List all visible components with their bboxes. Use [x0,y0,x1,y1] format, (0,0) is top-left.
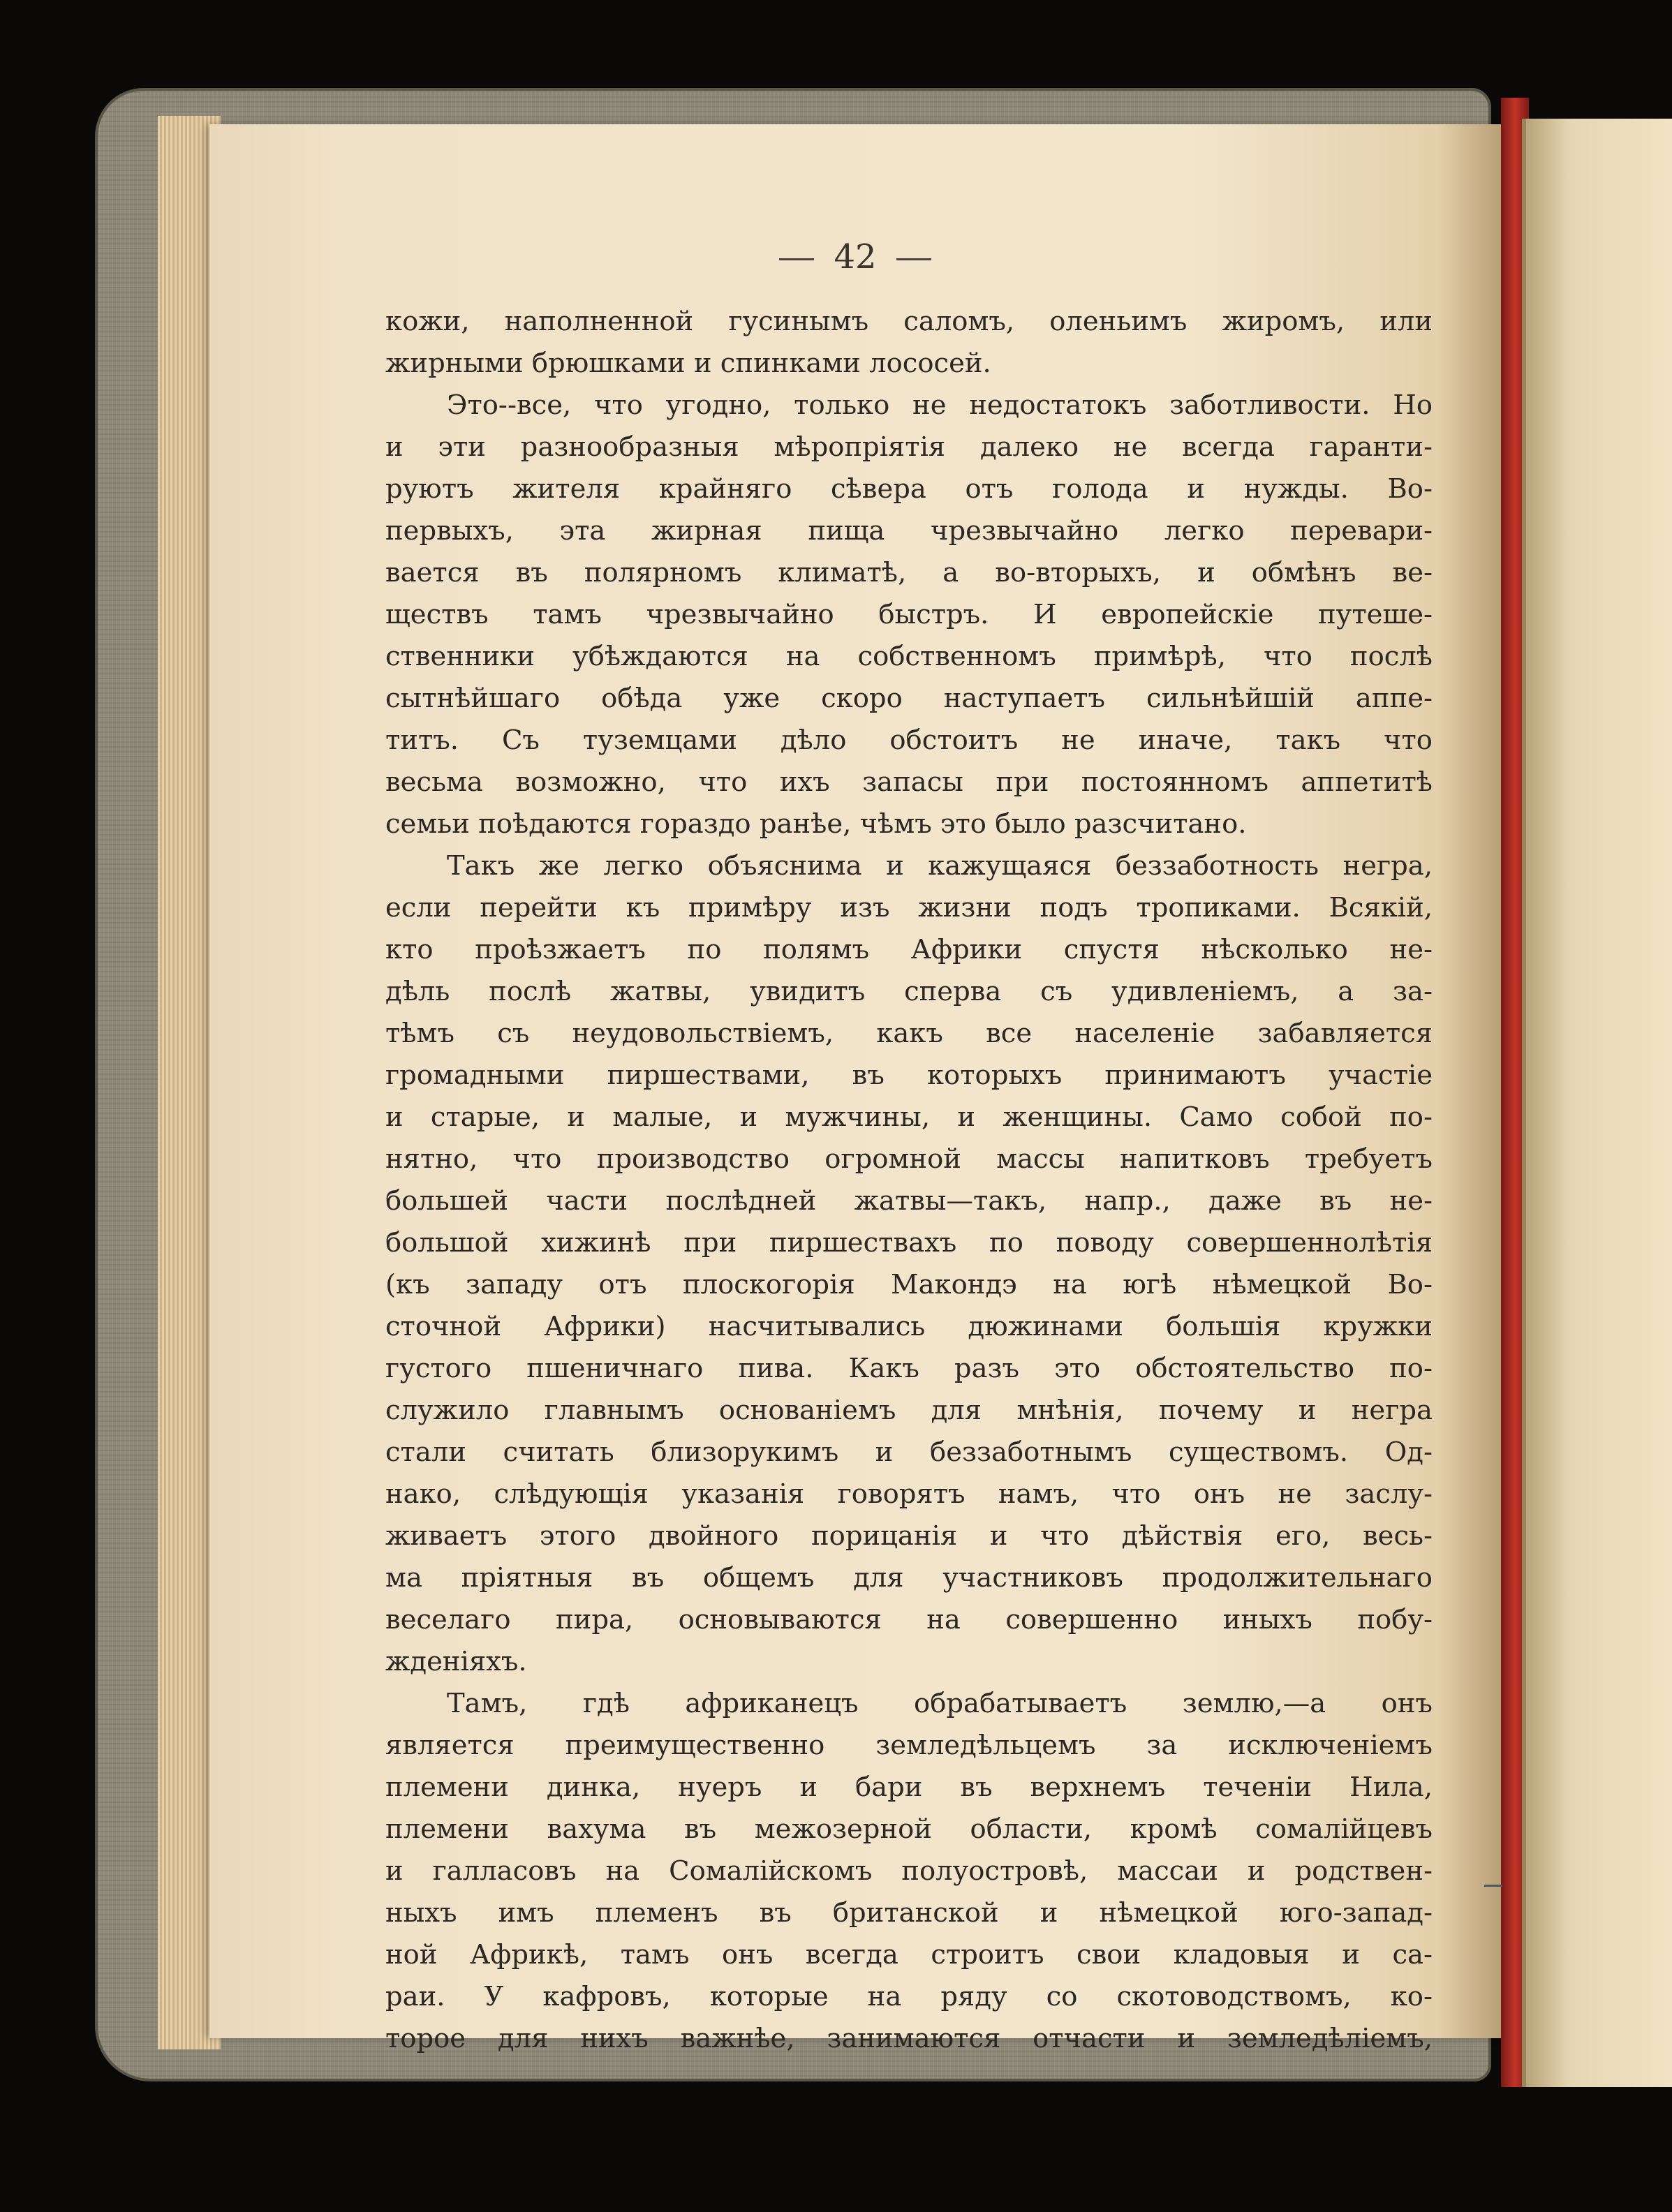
page-number-value: 42 [834,237,877,276]
text-line: живаетъ этого двойного порицанія и что дѣйствія его, весь- [385,1520,1433,1552]
text-line: ственники убѣждаются на собственномъ примѣрѣ, что послѣ [385,641,1433,672]
text-line: племени вахума въ межозерной области, кромѣ сомалійцевъ [385,1813,1433,1845]
text-line: семьи поѣдаются гораздо ранѣе, чѣмъ это было разсчитано. [385,808,1247,840]
text-line: нятно, что производство огромной массы напитковъ требуетъ [385,1143,1433,1175]
text-line: Такъ же легко объяснима и кажущаяся беззаботность негра, [447,850,1433,882]
text-line: торое для нихъ важнѣе, занимаются отчасти и земледѣліемъ, [385,2023,1433,2054]
text-line: густого пшеничнаго пива. Какъ разъ это обстоятельство по- [385,1353,1433,1384]
text-line: большой хижинѣ при пиршествахъ по поводу совершеннолѣтія [385,1227,1433,1259]
text-line: руютъ жителя крайняго сѣвера отъ голода и нужды. Во- [385,473,1433,505]
text-line: нако, слѣдующія указанія говорятъ намъ, что онъ не заслу- [385,1478,1433,1510]
text-line: дѣль послѣ жатвы, увидитъ сперва съ удивленіемъ, а за- [385,976,1433,1007]
text-line: весьма возможно, что ихъ запасы при постоянномъ аппетитѣ [385,766,1433,798]
text-line: и галласовъ на Сомалійскомъ полуостровѣ, массаи и родствен- [385,1855,1433,1887]
book-page [209,124,1501,2054]
text-line: титъ. Съ туземцами дѣло обстоитъ не иначе, такъ что [385,725,1433,756]
text-line: ной Африкѣ, тамъ онъ всегда строитъ свои кладовыя и са- [385,1939,1433,1970]
text-line: первыхъ, эта жирная пища чрезвычайно легко перевари- [385,515,1433,547]
text-line: тѣмъ съ неудовольствіемъ, какъ все населеніе забавляется [385,1018,1433,1049]
text-line: племени динка, нуеръ и бари въ верхнемъ теченіи Нила, [385,1772,1433,1803]
text-line: большей части послѣдней жатвы—такъ, напр., даже въ не- [385,1185,1433,1217]
text-line: Тамъ, гдѣ африканецъ обрабатываетъ землю,—а онъ [447,1688,1433,1719]
text-line: если перейти къ примѣру изъ жизни подъ тропиками. Всякій, [385,892,1433,923]
text-line: ма пріятныя въ общемъ для участниковъ продолжительнаго [385,1562,1433,1594]
text-line: громадными пиршествами, въ которыхъ принимаютъ участіе [385,1060,1433,1091]
text-line: и эти разнообразныя мѣропріятія далеко не всегда гаранти- [385,431,1433,463]
text-line: кожи, наполненной гусинымъ саломъ, оленьимъ жиромъ, или [385,306,1433,337]
text-line: ныхъ имъ племенъ въ британской и нѣмецкой юго-запад- [385,1897,1433,1929]
margin-mark [1484,1885,1502,1887]
text-line: является преимущественно земледѣльцемъ за исключеніемъ [385,1730,1433,1761]
text-line: жденіяхъ. [385,1646,527,1677]
facing-page [1522,119,1672,2087]
text-line: веселаго пира, основываются на совершенно иныхъ побу- [385,1604,1433,1635]
text-line: и старые, и малые, и мужчины, и женщины. Само собой по- [385,1101,1433,1133]
text-line: жирными брюшками и спинками лососей. [385,348,991,379]
text-line: кто проѣзжаетъ по полямъ Африки спустя нѣсколько не- [385,934,1433,965]
text-line: вается въ полярномъ климатѣ, а во-вторыхъ, и обмѣнъ ве- [385,557,1433,588]
page-text [385,301,1433,2060]
text-line: сытнѣйшаго обѣда уже скоро наступаетъ сильнѣйшій аппе- [385,683,1433,714]
text-line: (къ западу отъ плоскогорія Макондэ на югѣ нѣмецкой Во- [385,1269,1433,1300]
text-line: ществъ тамъ чрезвычайно быстръ. И европейскіе путеше- [385,599,1433,630]
page-number [209,236,1501,278]
text-line: Это--все, что угодно, только не недостатокъ заботливости. Но [447,389,1433,421]
page-number-dash-left [779,258,814,260]
text-line: сточной Африки) насчитывались дюжинами большія кружки [385,1311,1433,1342]
text-line: служило главнымъ основаніемъ для мнѣнія, почему и негра [385,1395,1433,1426]
text-line: стали считать близорукимъ и беззаботнымъ существомъ. Од- [385,1437,1433,1468]
text-line: раи. У кафровъ, которые на ряду со скотоводствомъ, ко- [385,1981,1433,2012]
page-number-dash-right [896,258,931,260]
